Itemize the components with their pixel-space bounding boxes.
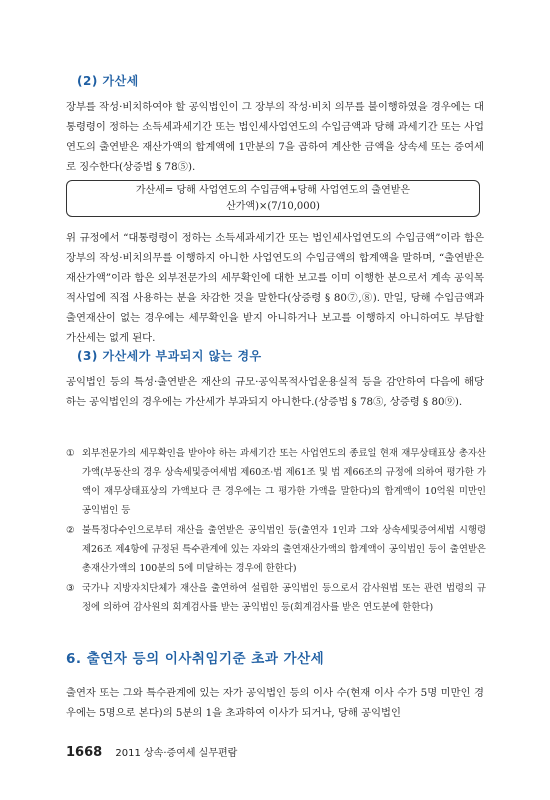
paragraph-director-limit: 출연자 또는 그와 특수관계에 있는 자가 공익법인 등의 이사 수(현재 이사 수가 5명 미만인 경우에는 5명으로 본다)의 5분의 1을 초과하여 이사가 되거나, 당해 공익법인: [66, 687, 484, 719]
book-title: 2011 상속·증여세 실무편람: [115, 748, 238, 759]
list-item-number: ①: [66, 448, 75, 459]
list-item-text: 국가나 지방자치단체가 재산을 출연하여 설립한 공익법인 등으로서 감사원법 또는 관련 법령의 규정에 의하여 감사원의 회계검사를 받는 공익법인 등(회계검사를 받은 연도분에 한한다): [82, 583, 486, 613]
paragraph-exemptions-intro: 공익법인 등의 특성·출연받은 재산의 규모·공익목적사업운용실적 등을 감안하여 다음에 해당하는 공익법인의 경우에는 가산세가 부과되지 아니한다.(상증법 § 78⑤, 상증령 § 80⑨).: [66, 376, 484, 408]
formula-line-1: 가산세= 당해 사업연도의 수입금액+당해 사업연도의 출연받은: [135, 185, 411, 196]
list-item: [66, 444, 486, 520]
list-item-number: ②: [66, 525, 75, 536]
list-item-number: ③: [66, 583, 75, 594]
exemption-list: [66, 444, 486, 618]
section-heading-penalty: (2) 가산세: [77, 74, 139, 88]
chapter-heading-director-limit: 6. 출연자 등의 이사취임기준 초과 가산세: [66, 651, 325, 667]
list-item: [66, 521, 486, 578]
paragraph-penalty-rule: 장부를 작성·비치하여야 할 공익법인이 그 장부의 작성·비치 의무를 불이행하였을 경우에는 대통령령이 정하는 소득세과세기간 또는 법인세사업연도의 수입금액과 당해 과세기간 또는 사업연도의 출연받은 재산가액의 합계액에 1만분의 7을 곱하여 계산한 금액을 상속세 또는 증여세로 징수한다(상증법 § 78⑤).: [66, 101, 484, 173]
list-item-text: 외부전문가의 세무확인을 받아야 하는 과세기간 또는 사업연도의 종료일 현재 재무상태표상 총자산가액(부동산의 경우 상속세및증여세법 제60조·법 제61조 및 법 제66조의 규정에 의하여 평가한 가액이 재무상태표상의 가액보다 큰 경우에는 그 평가한 가액을 말한다)의 합계액이 10억원 미만인 공익법인 등: [82, 448, 486, 516]
formula-line-2: 산가액)×(7/10,000): [226, 201, 320, 212]
page-number: 1668: [66, 745, 103, 760]
list-item-text: 불특정다수인으로부터 재산을 출연받은 공익법인 등(출연자 1인과 그와 상속세및증여세법 시행령 제26조 제4항에 규정된 특수관계에 있는 자와의 출연재산가액의 합계액이 공익법인 등이 출연받은 총재산가액의 100분의 5에 미달하는 경우에 한한다): [82, 525, 486, 574]
section-heading-exemptions: (3) 가산세가 부과되지 않는 경우: [77, 349, 262, 363]
page-footer: [66, 744, 237, 760]
formula-box: [66, 180, 480, 217]
paragraph-penalty-explanation: 위 규정에서 “대통령령이 정하는 소득세과세기간 또는 법인세사업연도의 수입금액”이라 함은 장부의 작성·비치의무를 이행하지 아니한 사업연도의 수입금액의 합계액을 말하며, “출연받은 재산가액”이라 함은 외부전문가의 세무확인에 대한 보고를 이미 이행한 분으로서 계속 공익목적사업에 직접 사용하는 분을 차감한 것을 말한다(상증령 § 80⑦,⑧). 만일, 당해 수입금액과 출연재산이 없는 경우에는 세무확인을 받지 아니하거나 보고를 이행하지 아니하여도 부담할 가산세는 없게 된다.: [66, 232, 484, 344]
list-item: [66, 579, 486, 617]
